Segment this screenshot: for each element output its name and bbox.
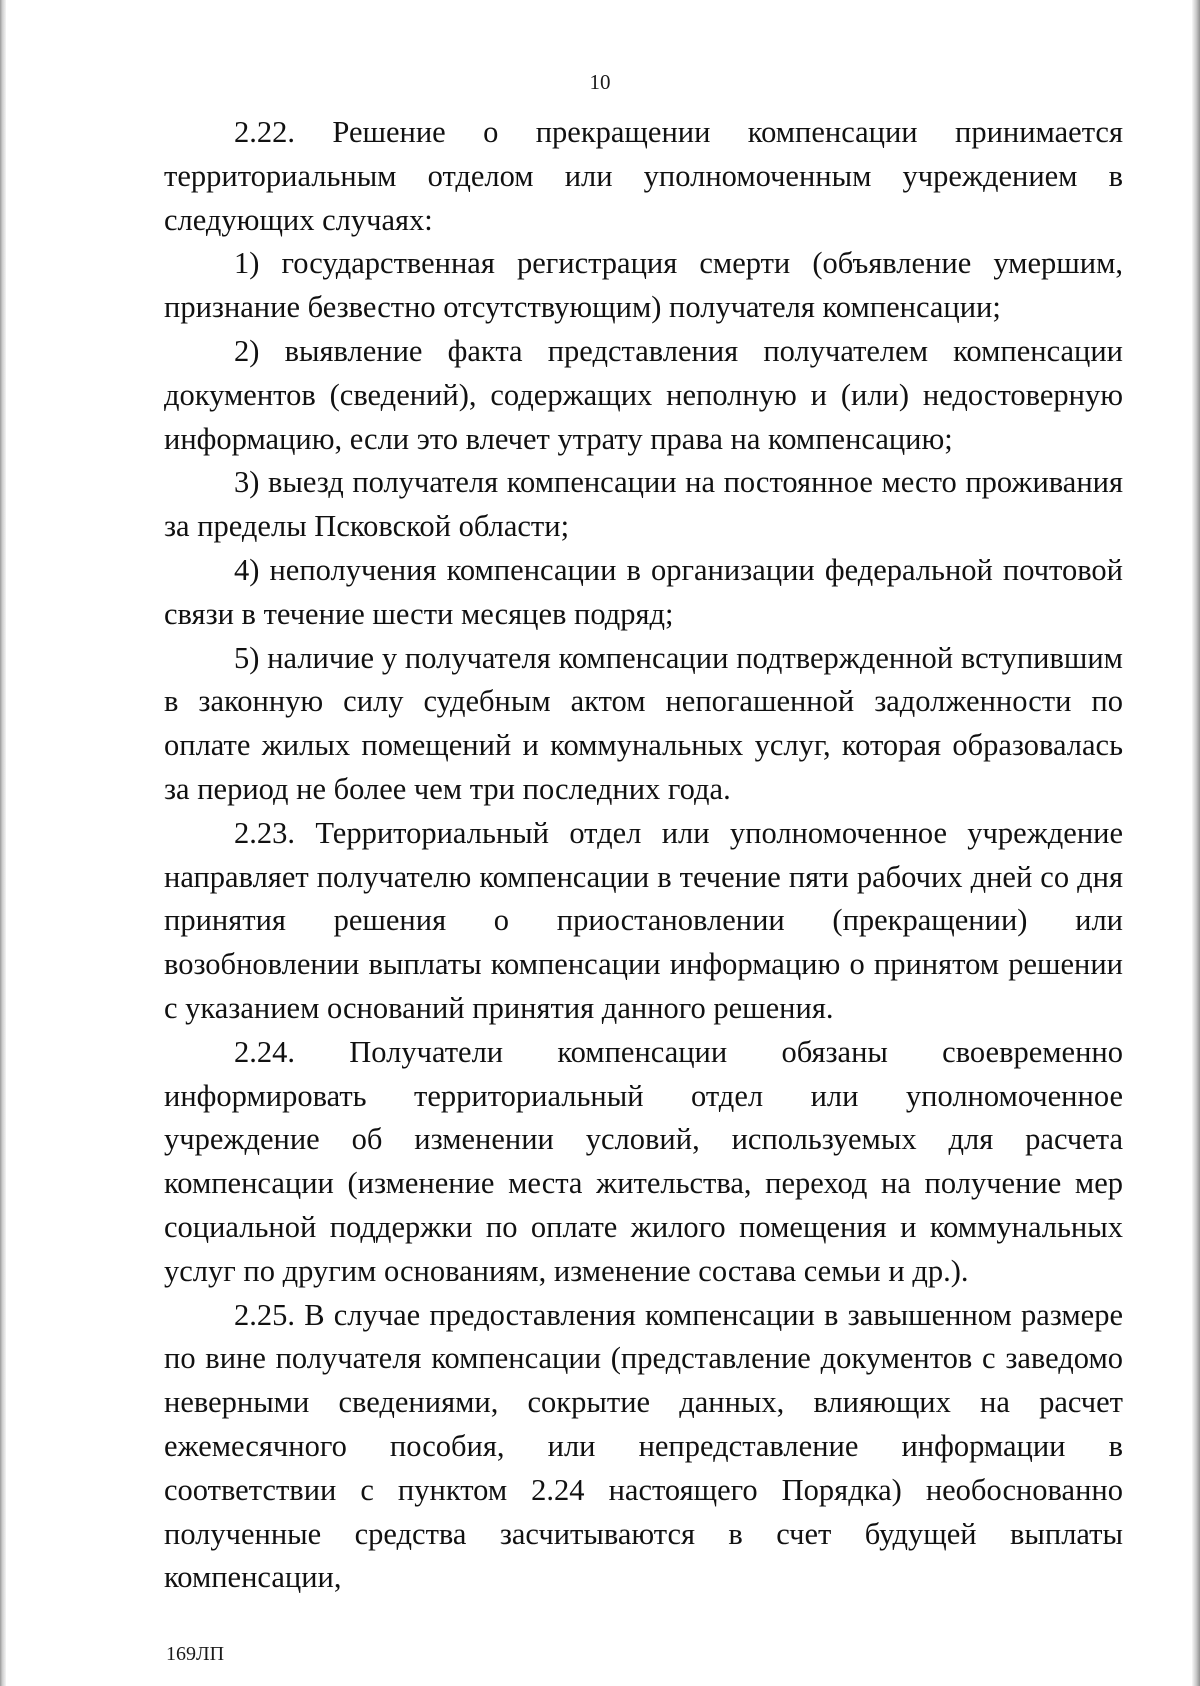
paragraph-item-3: 3) выезд получателя компенсации на постоянное место проживания за пределы Псковской области;	[164, 465, 1123, 544]
paragraph-2-22: 2.22. Решение о прекращении компенсации принимается территориальным отделом или уполномоченным учреждением в следующих случаях:	[164, 115, 1123, 237]
document-body	[164, 111, 1123, 1600]
paragraph-2-25: 2.25. В случае предоставления компенсации в завышенном размере по вине получателя компенсации (представление документов с заведомо неверными сведениями, сокрытие данных, влияющих на расчет ежемесячного пособия, или непредставление информации в соответствии с пунктом 2.24 настоящего Порядка) необоснованно полученные средства засчитываются в счет будущей выплаты компенсации,	[164, 1297, 1123, 1595]
paragraph-item-5: 5) наличие у получателя компенсации подтвержденной вступившим в законную силу судебным актом непогашенной задолженности по оплате жилых помещений и коммунальных услуг, которая образовалась за период не более чем три последних года.	[164, 640, 1123, 806]
footer-document-code: 169ЛП	[166, 1643, 225, 1665]
scan-edge-right	[1192, 0, 1200, 1686]
paragraph-item-4: 4) неполучения компенсации в организации федеральной почтовой связи в течение шести месяцев подряд;	[164, 552, 1123, 631]
paragraph-2-23: 2.23. Территориальный отдел или уполномоченное учреждение направляет получателю компенсации в течение пяти рабочих дней со дня принятия решения о приостановлении (прекращении) или возобновлении выплаты компенсации информацию о принятом решении с указанием оснований принятия данного решения.	[164, 815, 1123, 1025]
page-number: 10	[589, 70, 611, 94]
scan-edge-left	[0, 0, 6, 1686]
paragraph-item-2: 2) выявление факта представления получателем компенсации документов (сведений), содержащих неполную и (или) недостоверную информацию, если это влечет утрату права на компенсацию;	[164, 333, 1123, 456]
paragraph-item-1: 1) государственная регистрация смерти (объявление умершим, признание безвестно отсутствующим) получателя компенсации;	[164, 246, 1123, 325]
paragraph-2-24: 2.24. Получатели компенсации обязаны своевременно информировать территориальный отдел или уполномоченное учреждение об изменении условий, используемых для расчета компенсации (изменение места жительства, переход на получение мер социальной поддержки по оплате жилого помещения и коммунальных услуг по другим основаниям, изменение состава семьи и др.).	[164, 1034, 1123, 1288]
